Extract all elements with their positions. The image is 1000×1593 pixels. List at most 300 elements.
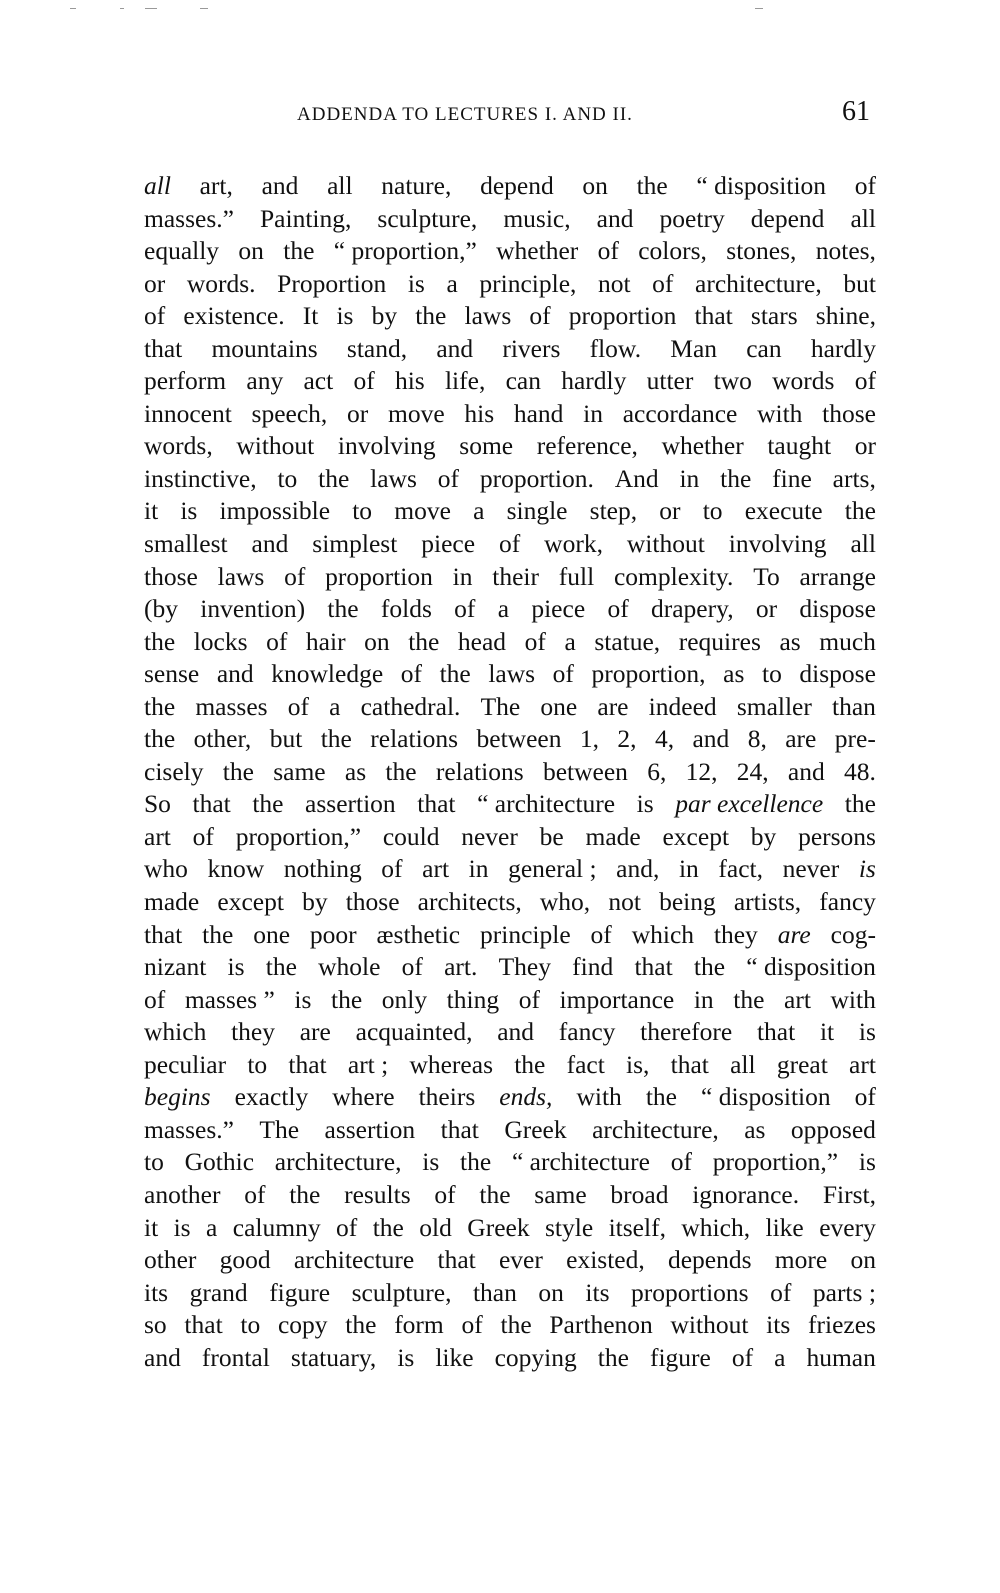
word: much [819,626,876,656]
word: single [506,496,568,526]
word: are [299,1017,331,1047]
word: figure [269,1277,331,1307]
word: sense [144,659,200,689]
word: of [854,1082,876,1112]
word: as [723,659,745,689]
word: not [597,268,631,298]
word: are [785,724,817,754]
text-line [144,1309,876,1342]
word: proportion,” [235,821,362,851]
word: Painting, [259,203,352,233]
word: art [784,984,811,1014]
word: some [459,431,514,461]
word: of [770,1277,792,1307]
word: ignorance. [692,1179,800,1209]
word: work, [544,529,603,559]
word: human [806,1342,876,1372]
word: hair [305,626,346,656]
word: piece [421,529,476,559]
word: in [693,984,714,1014]
word: is [407,268,425,298]
word: laws [488,659,536,689]
word: another [144,1179,221,1209]
word: other [144,1245,197,1275]
text-line [144,951,876,984]
word: of [353,366,375,396]
word: grand [189,1277,248,1307]
word: proportion. [479,463,594,493]
word: stones, [726,236,797,266]
word: of [552,659,574,689]
word: copying [494,1342,577,1372]
word: cog- [830,919,876,949]
word: can [746,333,782,363]
word: they [713,919,758,949]
word: notes, [815,236,876,266]
text-line [144,1244,876,1277]
word: the [385,756,417,786]
word: the [415,301,447,331]
word: depend [480,171,554,200]
word: pre- [834,724,876,754]
word: It [302,301,319,331]
running-head: ADDENDA TO LECTURES I. AND II. [297,104,633,125]
word: move [387,398,445,428]
word: is [858,1017,876,1047]
word: old [419,1212,452,1242]
word: same [534,1179,587,1209]
word: proportion, [591,659,706,689]
word: arrange [799,561,876,591]
word: as [779,626,801,656]
word: 8, [747,724,767,754]
word: the [372,1212,404,1242]
word: architecture [293,1245,415,1275]
word: that [694,301,733,331]
word: the [514,1049,546,1079]
word: in [678,854,699,884]
word: is, [626,1049,650,1079]
word: is [397,1342,415,1372]
word: than [472,1277,517,1307]
word: of [434,1179,456,1209]
text-line [144,593,876,626]
word: music, [503,203,571,233]
scan-mark [755,8,763,9]
italic-word: is [858,854,876,884]
word: its [144,1277,169,1307]
word: be [539,821,564,851]
word: only [381,984,428,1014]
word: a [206,1212,218,1242]
word: friezes [808,1310,876,1340]
word: so [144,1310,167,1340]
word: the [439,659,471,689]
word: flow. [589,333,642,363]
word: the [144,626,176,656]
word: 6, [647,756,667,786]
word: accordance [622,398,738,428]
word: all [850,203,876,233]
word: with [757,398,803,428]
word: assertion [305,789,396,819]
word: smallest [144,529,228,559]
word: any [246,366,284,396]
word: by [750,821,777,851]
word: the [597,1342,629,1372]
word: those [822,398,876,428]
body-text [144,170,876,1374]
word: stars [750,301,798,331]
word: on [364,626,390,656]
word: to [247,1049,268,1079]
word: is [294,984,312,1014]
word: figure [649,1342,711,1372]
word: poetry [659,203,725,233]
word: is [227,952,245,982]
word: is [180,496,198,526]
word: therefore [640,1017,733,1047]
word: innocent [144,398,232,428]
word: with [830,984,876,1014]
text-line [144,1146,876,1179]
text-line [144,365,876,398]
word: style [545,1212,594,1242]
word: persons [798,821,876,851]
text-line [144,919,876,952]
word: a [473,496,485,526]
word: but [843,268,876,298]
word: architecture, [592,1114,719,1144]
word: thing [446,984,500,1014]
word: being [659,887,716,917]
word: or [659,496,681,526]
word: form [394,1310,444,1340]
word: words. [186,268,256,298]
word: assertion [324,1114,416,1144]
word: and [497,1017,535,1047]
word: who, [539,887,591,917]
word: shine, [815,301,876,331]
word: of [854,171,876,200]
word: his [464,398,495,428]
word: cathedral. [360,691,461,721]
word: the [144,724,176,754]
word: a [329,691,341,721]
word: where [332,1082,395,1112]
word: words [772,366,835,396]
word: and, [616,854,660,884]
word: head [457,626,507,656]
word: with [576,1082,622,1112]
word: two [713,366,752,396]
word: the [283,236,315,266]
word: to [277,463,298,493]
word: principle [480,919,571,949]
word: is [858,1147,876,1177]
word: good [219,1245,271,1275]
word: as [744,1114,766,1144]
word: except [217,887,284,917]
word: impossible [219,496,331,526]
word: “ architecture [477,789,616,819]
word: its [766,1310,791,1340]
word: fancy [558,1017,616,1047]
word: dispose [799,594,876,624]
word: of [401,952,423,982]
word: except [662,821,730,851]
word: fancy [819,887,876,917]
word: to [352,496,373,526]
word: that [288,1049,327,1079]
word: a [774,1342,786,1372]
word: proportion [325,561,433,591]
word: architecture, [274,1147,402,1177]
word: on [850,1245,876,1275]
word: laws [217,561,265,591]
word: in [452,561,473,591]
word: folds [380,594,432,624]
word: between [476,724,562,754]
word: a [497,594,510,624]
word: without [670,1310,749,1340]
word: never [782,854,840,884]
word: of [381,854,403,884]
word: to [144,1147,164,1177]
word: sculpture, [351,1277,452,1307]
word: poor [309,919,357,949]
word: or [347,398,369,428]
word: existence. [183,301,285,331]
text-line [144,691,876,724]
word: copy [277,1310,328,1340]
word: on [538,1277,564,1307]
word: life, [444,366,486,396]
word: without [236,431,315,461]
word: calumny [232,1212,321,1242]
word: equally [144,236,220,266]
text-line [144,984,876,1017]
word: the [720,463,752,493]
word: smaller [736,691,812,721]
word: “ disposition [746,952,876,982]
word: whether [661,431,744,461]
word: Greek [504,1114,567,1144]
word: So [144,789,171,819]
word: opposed [790,1114,876,1144]
text-line [144,463,876,496]
word: perform [144,366,227,396]
word: acquainted, [355,1017,473,1047]
word: Man [670,333,718,363]
word: great [776,1049,828,1079]
word: masses.” [144,1114,234,1144]
word: like [765,1212,804,1242]
word: relations [435,756,524,786]
page-number: 61 [842,96,870,127]
text-line [144,1342,876,1375]
word: the [479,1179,511,1209]
word: their [492,561,539,591]
text-line [144,203,876,236]
word: is [422,1147,440,1177]
word: and [436,333,474,363]
word: the [636,171,668,200]
word: instinctive, [144,463,257,493]
word: act [303,366,334,396]
word: speech, [251,398,328,428]
text-line [144,626,876,659]
word: which, [681,1212,751,1242]
word: of [607,594,629,624]
text-line [144,821,876,854]
word: architecture, [695,268,822,298]
word: nothing [283,854,362,884]
word: of [144,301,166,331]
word: or [755,594,778,624]
word: to [240,1310,261,1340]
word: of [518,984,540,1014]
word: proportions [631,1277,749,1307]
word: existed, [566,1245,645,1275]
word: the [144,691,176,721]
word: requires [678,626,761,656]
word: of [597,236,619,266]
word: theirs [418,1082,476,1112]
text-line [144,430,876,463]
word: laws [370,463,417,493]
word: every [819,1212,876,1242]
word: nizant [144,952,207,982]
word: reference, [536,431,638,461]
word: a [564,626,576,656]
word: of [400,659,422,689]
word: made [585,821,641,851]
word: ever [498,1245,543,1275]
page-header [0,96,1000,136]
word: than [832,691,876,721]
word: the [460,1147,492,1177]
word: “ proportion,” [333,236,477,266]
word: of [437,463,459,493]
word: 2, [617,724,637,754]
text-line [144,398,876,431]
word: fact, [718,854,763,884]
word: 48. [844,756,876,786]
word: cisely [144,756,204,786]
word: that [440,1114,479,1144]
word: and [216,659,254,689]
word: that [417,789,456,819]
word: of [524,626,546,656]
word: more [774,1245,828,1275]
word: made [144,887,200,917]
word: whole [318,952,381,982]
word: masses.” [144,203,234,233]
word: by [302,887,328,917]
word: and [692,724,730,754]
word: mountains [211,333,318,363]
word: in [679,463,700,493]
word: whereas [409,1049,493,1079]
word: as [344,756,367,786]
word: indeed [648,691,717,721]
word: First, [822,1179,876,1209]
word: is [173,1212,191,1242]
word: depend [750,203,825,233]
word: his [394,366,425,396]
word: of [731,1342,754,1372]
word: statuary, [290,1342,377,1372]
word: that [144,333,183,363]
word: itself, [608,1212,666,1242]
word: the [408,626,440,656]
word: step, [589,496,638,526]
word: on [582,171,608,200]
word: that [756,1017,796,1047]
scan-mark [120,8,124,9]
word: the [320,724,352,754]
word: or [144,268,166,298]
word: proportion,” [712,1147,839,1177]
text-line [144,1016,876,1049]
word: Gothic [184,1147,255,1177]
word: stand, [346,333,408,363]
word: of [284,561,306,591]
word: one [253,919,291,949]
word: 4, [654,724,675,754]
word: can [505,366,541,396]
scan-mark [70,8,76,9]
word: frontal [201,1342,270,1372]
word: of [461,1310,483,1340]
word: the [330,984,363,1014]
word: the [318,463,350,493]
word: could [382,821,440,851]
italic-word: begins [144,1082,211,1112]
text-line [144,300,876,333]
word: of [529,301,551,331]
word: which [144,1017,207,1047]
word: arts, [832,463,876,493]
word: which [631,919,695,949]
word: and [261,171,299,200]
word: to [761,659,782,689]
word: relations [370,724,459,754]
text-line [144,756,876,789]
word: the [733,984,765,1014]
italic-word: par excellence [675,789,824,819]
word: the [844,789,876,819]
word: exactly [234,1082,309,1112]
word: the [222,756,254,786]
word: complexity. [613,561,734,591]
word: the [327,594,359,624]
word: like [435,1342,474,1372]
word: of [266,626,288,656]
word: peculiar [144,1049,227,1079]
word: the [345,1310,377,1340]
word: principle, [479,268,577,298]
word: fine [772,463,812,493]
word: of [454,594,476,624]
word: To [753,561,780,591]
word: move [394,496,451,526]
word: proportion [568,301,677,331]
word: They [498,952,551,982]
word: of [854,366,876,396]
text-line [144,886,876,919]
